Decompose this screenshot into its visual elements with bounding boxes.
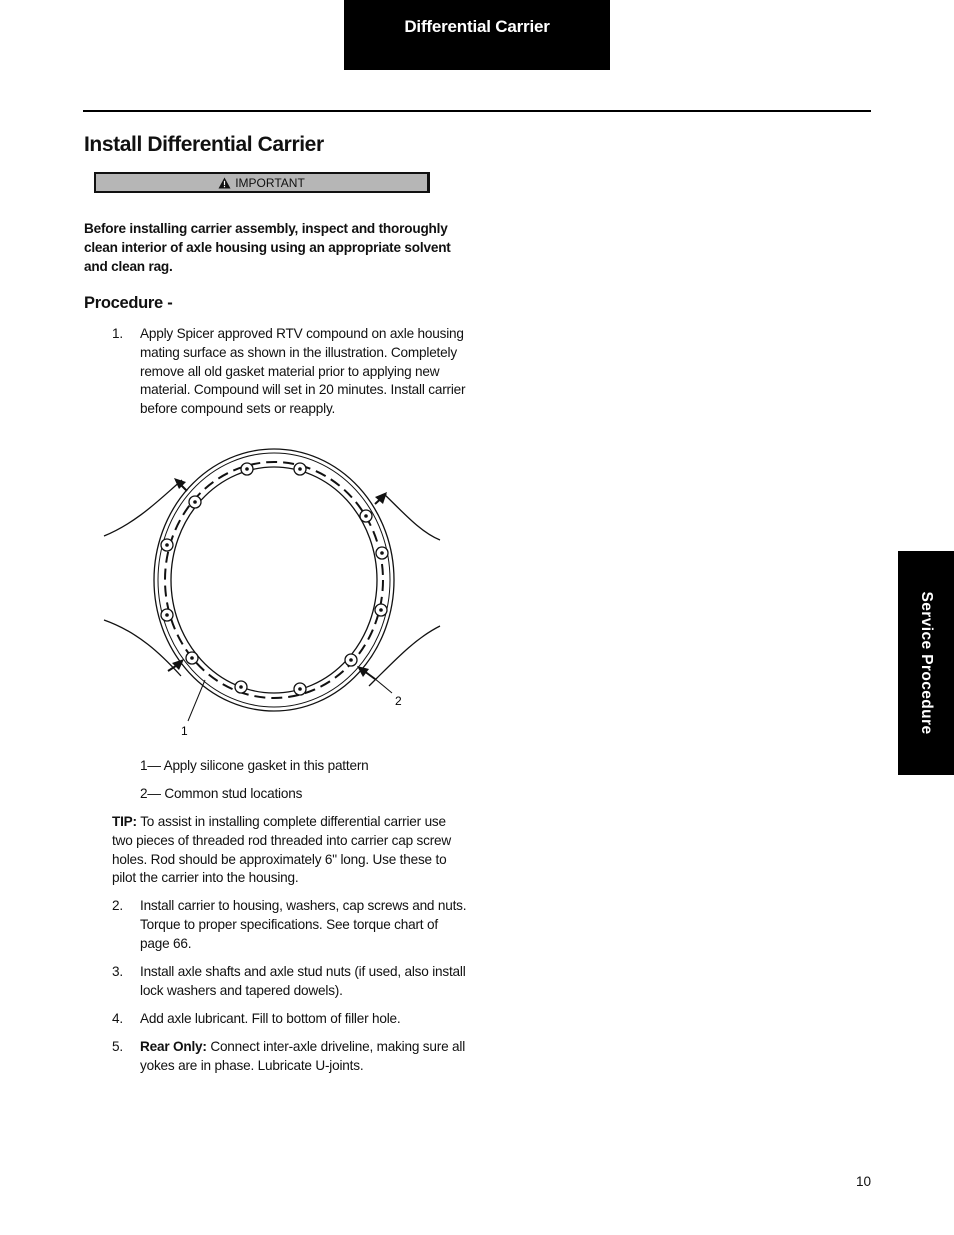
important-label: IMPORTANT [235,175,305,190]
legend-item-2: 2— Common stud locations [140,786,303,801]
step-text [140,1038,467,1076]
callout-1-label: 1 [181,724,188,738]
step-number: 5. [112,1039,123,1054]
procedure-step-5 [112,1038,467,1076]
page-number: 10 [856,1174,872,1189]
page-title: Install Differential Carrier [84,133,324,156]
step-body: Connect inter-axle driveline, making sure all yokes are in phase. Lubricate U-joints. [140,1039,466,1073]
warning-text: Before installing carrier assembly, inspect and thoroughly clean interior of axle housing using an appropriate solvent and clean rag. [84,221,451,274]
step-number: 4. [112,1011,123,1026]
side-section-tab [898,551,954,775]
warning-triangle-icon [218,177,231,189]
step-number: 1. [112,326,123,341]
step-text: Apply Spicer approved RTV compound on axle housing mating surface as shown in the illustration. Completely remove all old gasket material prior to applying new material. Compound will set in 20 minutes. Install carrier before compound sets or reapply. [140,326,466,417]
procedure-step-1 [112,325,467,419]
step-bold-label: Rear Only: [140,1039,207,1054]
step-text: Add axle lubricant. Fill to bottom of filler hole. [140,1011,401,1026]
step-number: 2. [112,898,123,913]
tip-paragraph [112,813,467,888]
legend-item-1: 1— Apply silicone gasket in this pattern [140,758,369,773]
step-text: Install carrier to housing, washers, cap screws and nuts. Torque to proper specifications. See torque chart of page 66. [140,898,467,951]
procedure-step-4 [112,1010,467,1029]
gasket-pattern-diagram [100,445,460,745]
important-banner [94,172,430,193]
tip-text: To assist in installing complete differential carrier use two pieces of threaded rod threaded into carrier cap screw holes. Rod should be approximately 6" long. Use these to pilot the carrier into the housing. [112,814,452,886]
step-number: 3. [112,964,123,979]
header-rule [83,110,871,112]
procedure-step-2 [112,897,467,953]
side-section-label: Service Procedure [918,591,935,735]
procedure-heading: Procedure - [84,294,173,312]
tip-label: TIP: [112,814,137,829]
callout-2-label: 2 [395,694,402,708]
step-text: Install axle shafts and axle stud nuts (if used, also install lock washers and tapered dowels). [140,964,466,998]
procedure-step-3 [112,963,467,1001]
section-header-tab: Differential Carrier [344,0,610,70]
